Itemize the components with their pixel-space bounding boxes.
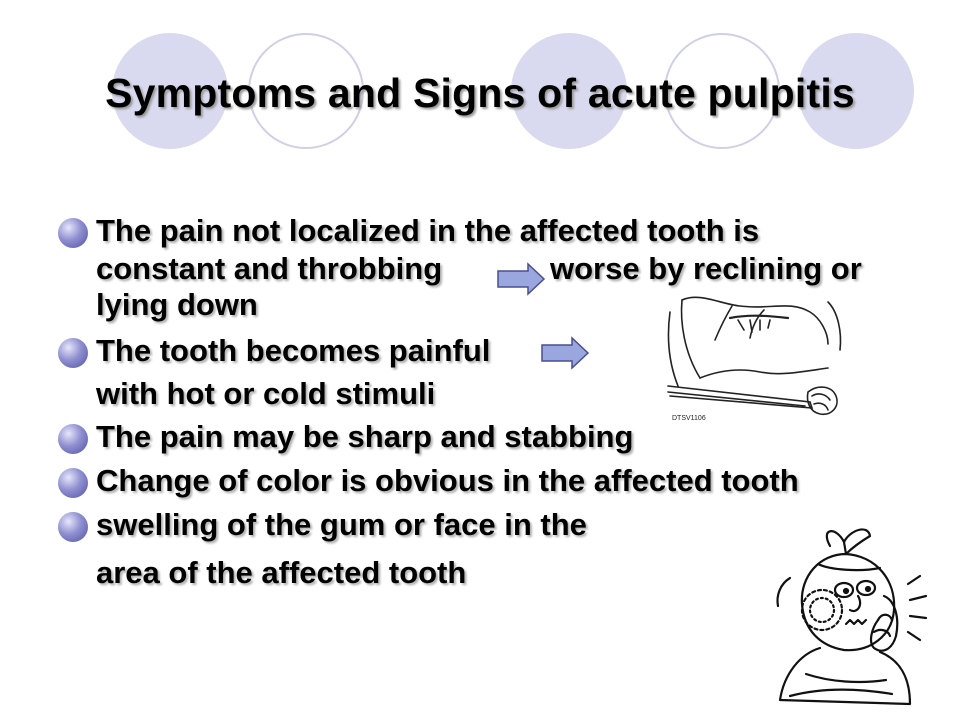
illustration-caption: DTSV1106: [672, 415, 706, 422]
bullet-1-line-1: The pain not localized in the affected tooth is: [96, 213, 760, 248]
bullet-1-line-2a: constant and throbbing: [96, 251, 443, 286]
bullet-4-line-1: Change of color is obvious in the affected tooth: [96, 463, 799, 498]
bullet-1-line-3: lying down: [96, 287, 258, 322]
slide-title: Symptoms and Signs of acute pulpitis: [105, 70, 855, 116]
bullet-3-line-1: The pain may be sharp and stabbing: [96, 419, 634, 454]
right-arrow-icon: [496, 262, 546, 296]
bullet-dot: [58, 512, 88, 542]
bullet-1-line-2b: worse by reclining or: [550, 251, 862, 286]
toothache-cartoon: [760, 524, 958, 716]
bullet-dot: [58, 424, 88, 454]
bullet-5-line-2: area of the affected tooth: [96, 555, 467, 590]
right-arrow-icon: [540, 336, 590, 370]
tooth-test-illustration: [660, 292, 845, 427]
bullet-dot: [58, 218, 88, 248]
bullet-dot: [58, 468, 88, 498]
bullet-2-line-2: with hot or cold stimuli: [96, 376, 436, 411]
bullet-2-line-1: The tooth becomes painful: [96, 333, 491, 368]
bullet-dot: [58, 338, 88, 368]
bullet-5-line-1: swelling of the gum or face in the: [96, 507, 587, 542]
